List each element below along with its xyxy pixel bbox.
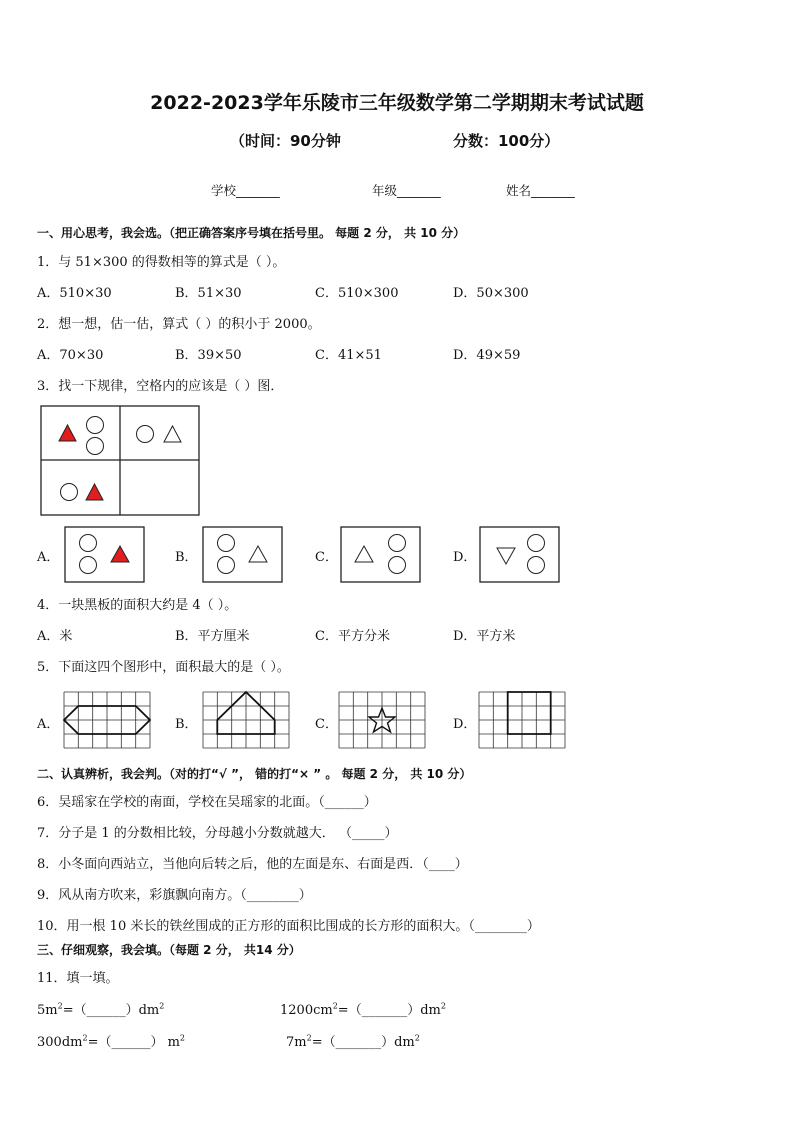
question-4: 4．一块黑板的面积大约是 4（ ）。 [37, 598, 238, 613]
question-6: 6．吴瑶家在学校的南面，学校在吴瑶家的北面。（______） [37, 795, 377, 810]
q3-option-c-figure [340, 526, 422, 584]
q1-option-b: B．51×30 [175, 286, 242, 301]
q5-option-d-grid [478, 691, 568, 751]
name-field: 姓名_______ [506, 183, 575, 198]
q5-label-c: C． [315, 717, 338, 732]
question-10: 10．用一根 10 米长的铁丝围成的正方形的面积比围成的长方形的面积大。（________） [37, 919, 540, 934]
fill-blank-3: $300dm^2=(\_\_\_\_\_\_)$ $m^2$ [37, 1033, 186, 1050]
q2-option-c: C．41×51 [315, 348, 382, 363]
section1-heading: 一、用心思考，我会选。（把正确答案序号填在括号里。 每题 2 分， 共 10 分） [37, 226, 466, 240]
fill-blank-4: $7m^2=(\_\_\_\_\_\_\_)dm^2$ [286, 1033, 420, 1050]
q3-label-c: C． [315, 550, 338, 565]
page-title: 2022-2023学年乐陵市三年级数学第二学期期末考试试题 [150, 92, 644, 114]
q3-label-a: A． [37, 550, 60, 565]
q2-option-d: D．49×59 [453, 348, 521, 363]
q5-label-a: A． [37, 717, 60, 732]
q1-option-c: C．510×300 [315, 286, 399, 301]
q1-option-d: D．50×300 [453, 286, 529, 301]
exam-time: （时间：90分钟 [230, 132, 341, 150]
q4-option-d: D．平方米 [453, 629, 516, 644]
question-11: 11．填一填。 [37, 971, 119, 986]
section2-heading: 二、认真辨析，我会判。（对的打“√ ”， 错的打“× ” 。 每题 2 分， 共 10 分） [37, 767, 472, 781]
q5-option-a-grid [63, 691, 153, 751]
grade-field: 年级_______ [372, 183, 441, 198]
q4-option-b: B．平方厘米 [175, 629, 250, 644]
question-1: 1．与 51×300 的得数相等的算式是（ ）。 [37, 255, 286, 270]
exam-score: 分数：100分） [453, 132, 560, 150]
question-7: 7．分子是 1 的分数相比较，分母越小分数就越大． （_____） [37, 826, 398, 841]
pattern-grid [40, 405, 202, 517]
section3-heading: 三、仔细观察，我会填。（每题 2 分， 共14 分） [37, 943, 301, 957]
question-9: 9．风从南方吹来，彩旗飘向南方。（________） [37, 888, 312, 903]
fill-blank-2: $1200cm^2=(\_\_\_\_\_\_\_)dm^2$ [280, 1001, 446, 1018]
q3-label-d: D． [453, 550, 477, 565]
question-5: 5．下面这四个图形中，面积最大的是（ ）。 [37, 660, 290, 675]
q5-option-c-grid [338, 691, 428, 751]
question-3: 3．找一下规律，空格内的应该是（ ）图． [37, 379, 284, 394]
q3-option-b-figure [202, 526, 284, 584]
q2-option-b: B．39×50 [175, 348, 242, 363]
q5-option-b-grid [202, 691, 292, 751]
q4-option-c: C．平方分米 [315, 629, 390, 644]
q5-label-d: D． [453, 717, 477, 732]
question-2: 2．想一想，估一估，算式（ ）的积小于 2000。 [37, 317, 321, 332]
q3-label-b: B． [175, 550, 198, 565]
q3-option-a-figure [64, 526, 146, 584]
q5-label-b: B． [175, 717, 198, 732]
q2-option-a: A．70×30 [37, 348, 104, 363]
fill-blank-1: $5m^2=(\_\_\_\_\_\_)dm^2$ [37, 1001, 165, 1018]
q1-option-a: A．510×30 [37, 286, 112, 301]
school-field: 学校_______ [211, 183, 280, 198]
q3-option-d-figure [479, 526, 561, 584]
question-8: 8．小冬面向西站立，当他向后转之后，他的左面是东、右面是西．（____） [37, 857, 468, 872]
q4-option-a: A．米 [37, 629, 73, 644]
